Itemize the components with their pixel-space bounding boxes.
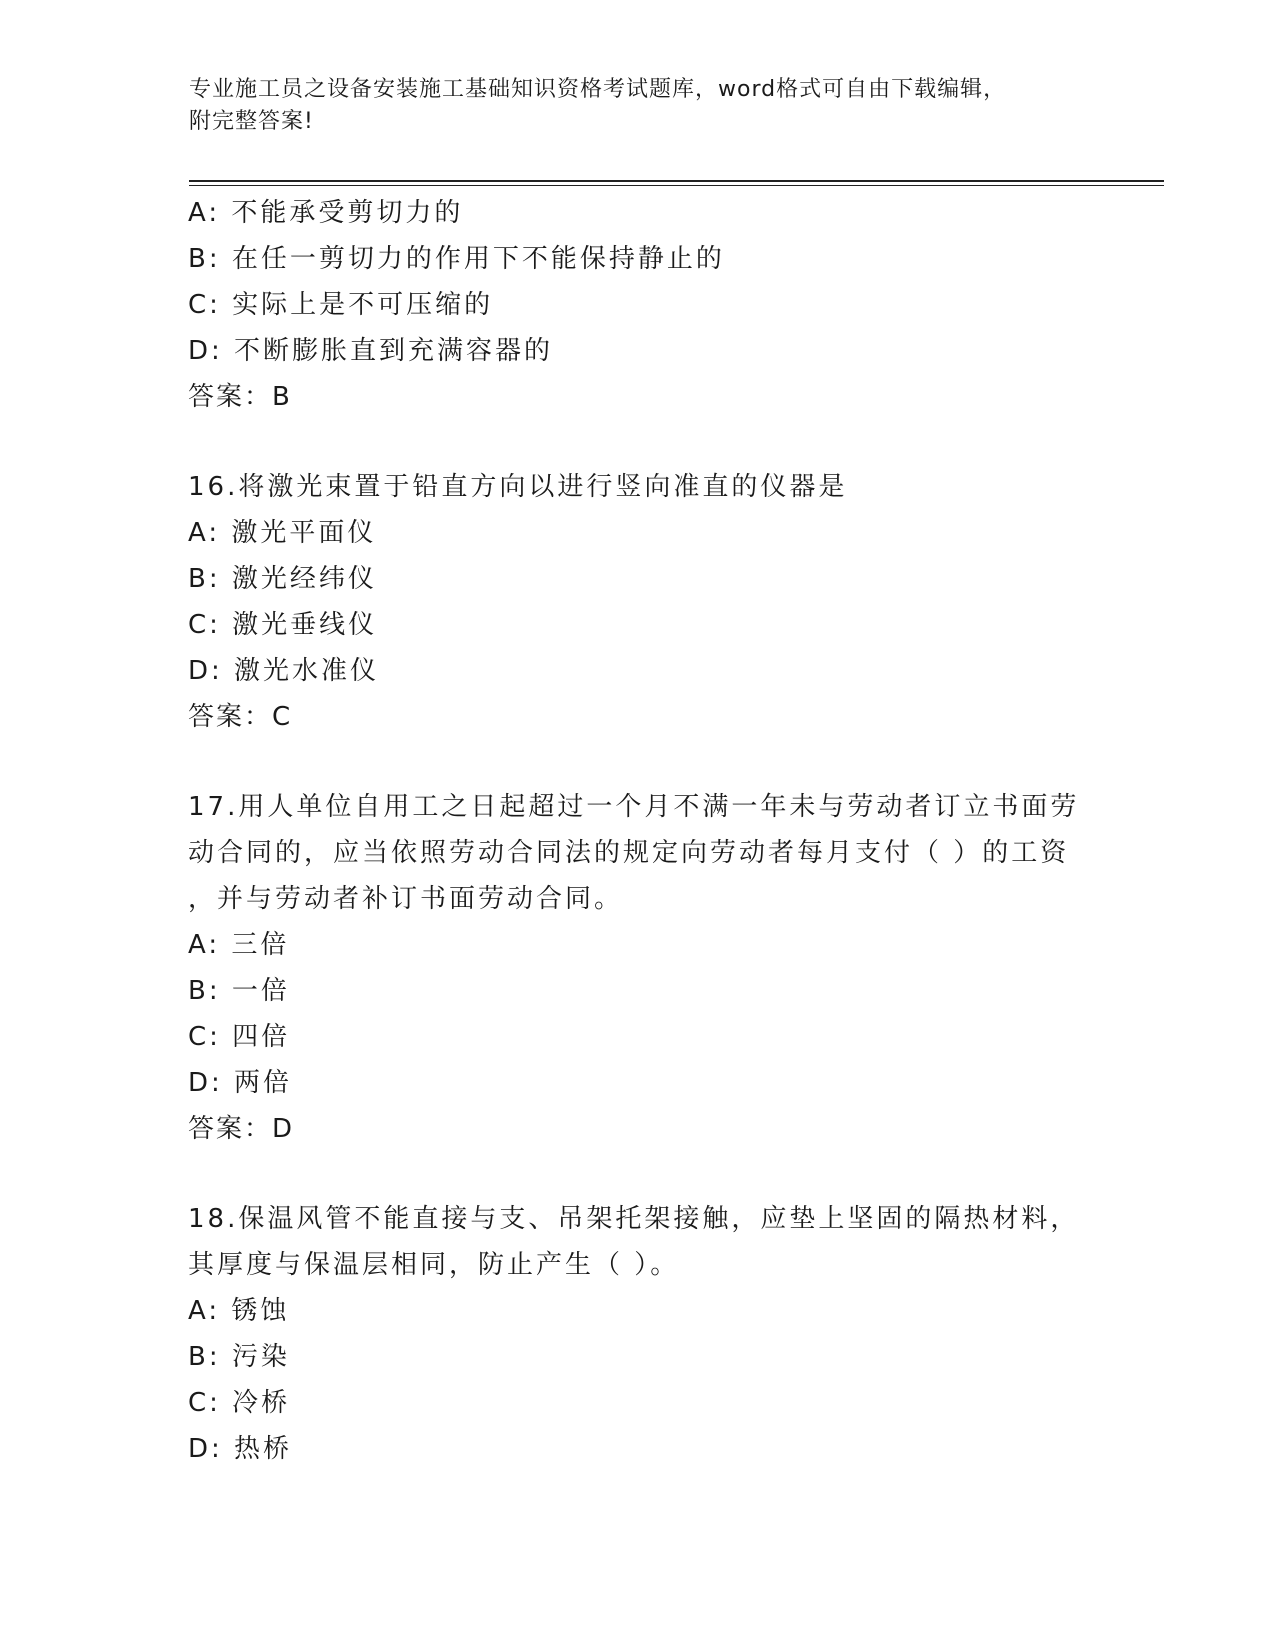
option-c: C: 激光垂线仪 xyxy=(188,610,378,640)
question-text-line-1: 17.用人单位自用工之日起超过一个月不满一年未与劳动者订立书面劳 xyxy=(188,792,1080,822)
document-header xyxy=(189,74,1089,138)
question-15 xyxy=(188,190,1088,420)
header-divider-thin xyxy=(189,185,1164,186)
option-c: C: 实际上是不可压缩的 xyxy=(188,290,494,320)
question-text-line-2: 其厚度与保温层相同，防止产生（ ）。 xyxy=(188,1250,680,1280)
option-b: B: 一倍 xyxy=(188,976,290,1006)
option-d: D: 不断膨胀直到充满容器的 xyxy=(188,336,554,366)
option-a: A: 激光平面仪 xyxy=(188,518,377,548)
answer: 答案：B xyxy=(188,382,292,412)
header-divider-thick xyxy=(189,180,1164,182)
question-18 xyxy=(188,1196,1088,1472)
answer: 答案：D xyxy=(188,1114,295,1144)
option-b: B: 污染 xyxy=(188,1342,290,1372)
option-b: B: 在任一剪切力的作用下不能保持静止的 xyxy=(188,244,725,274)
question-text-line-2: 动合同的，应当依照劳动合同法的规定向劳动者每月支付（ ）的工资 xyxy=(188,838,1070,868)
option-a: A: 三倍 xyxy=(188,930,290,960)
question-16 xyxy=(188,464,1088,740)
option-a: A: 锈蚀 xyxy=(188,1296,290,1326)
option-c: C: 冷桥 xyxy=(188,1388,291,1418)
option-d: D: 热桥 xyxy=(188,1434,293,1464)
question-text: 16.将激光束置于铅直方向以进行竖向准直的仪器是 xyxy=(188,472,848,502)
option-c: C: 四倍 xyxy=(188,1022,291,1052)
option-b: B: 激光经纬仪 xyxy=(188,564,377,594)
question-list xyxy=(188,190,1088,1472)
option-d: D: 两倍 xyxy=(188,1068,293,1098)
question-text-line-3: ，并与劳动者补订书面劳动合同。 xyxy=(188,884,624,914)
question-17 xyxy=(188,784,1088,1152)
option-a: A: 不能承受剪切力的 xyxy=(188,198,464,228)
option-d: D: 激光水准仪 xyxy=(188,656,380,686)
header-line-2: 附完整答案! xyxy=(189,109,314,134)
question-text-line-1: 18.保温风管不能直接与支、吊架托架接触，应垫上坚固的隔热材料， xyxy=(188,1204,1080,1234)
header-line-1: 专业施工员之设备安装施工基础知识资格考试题库，word格式可自由下载编辑， xyxy=(189,77,1007,102)
answer: 答案：C xyxy=(188,702,293,732)
